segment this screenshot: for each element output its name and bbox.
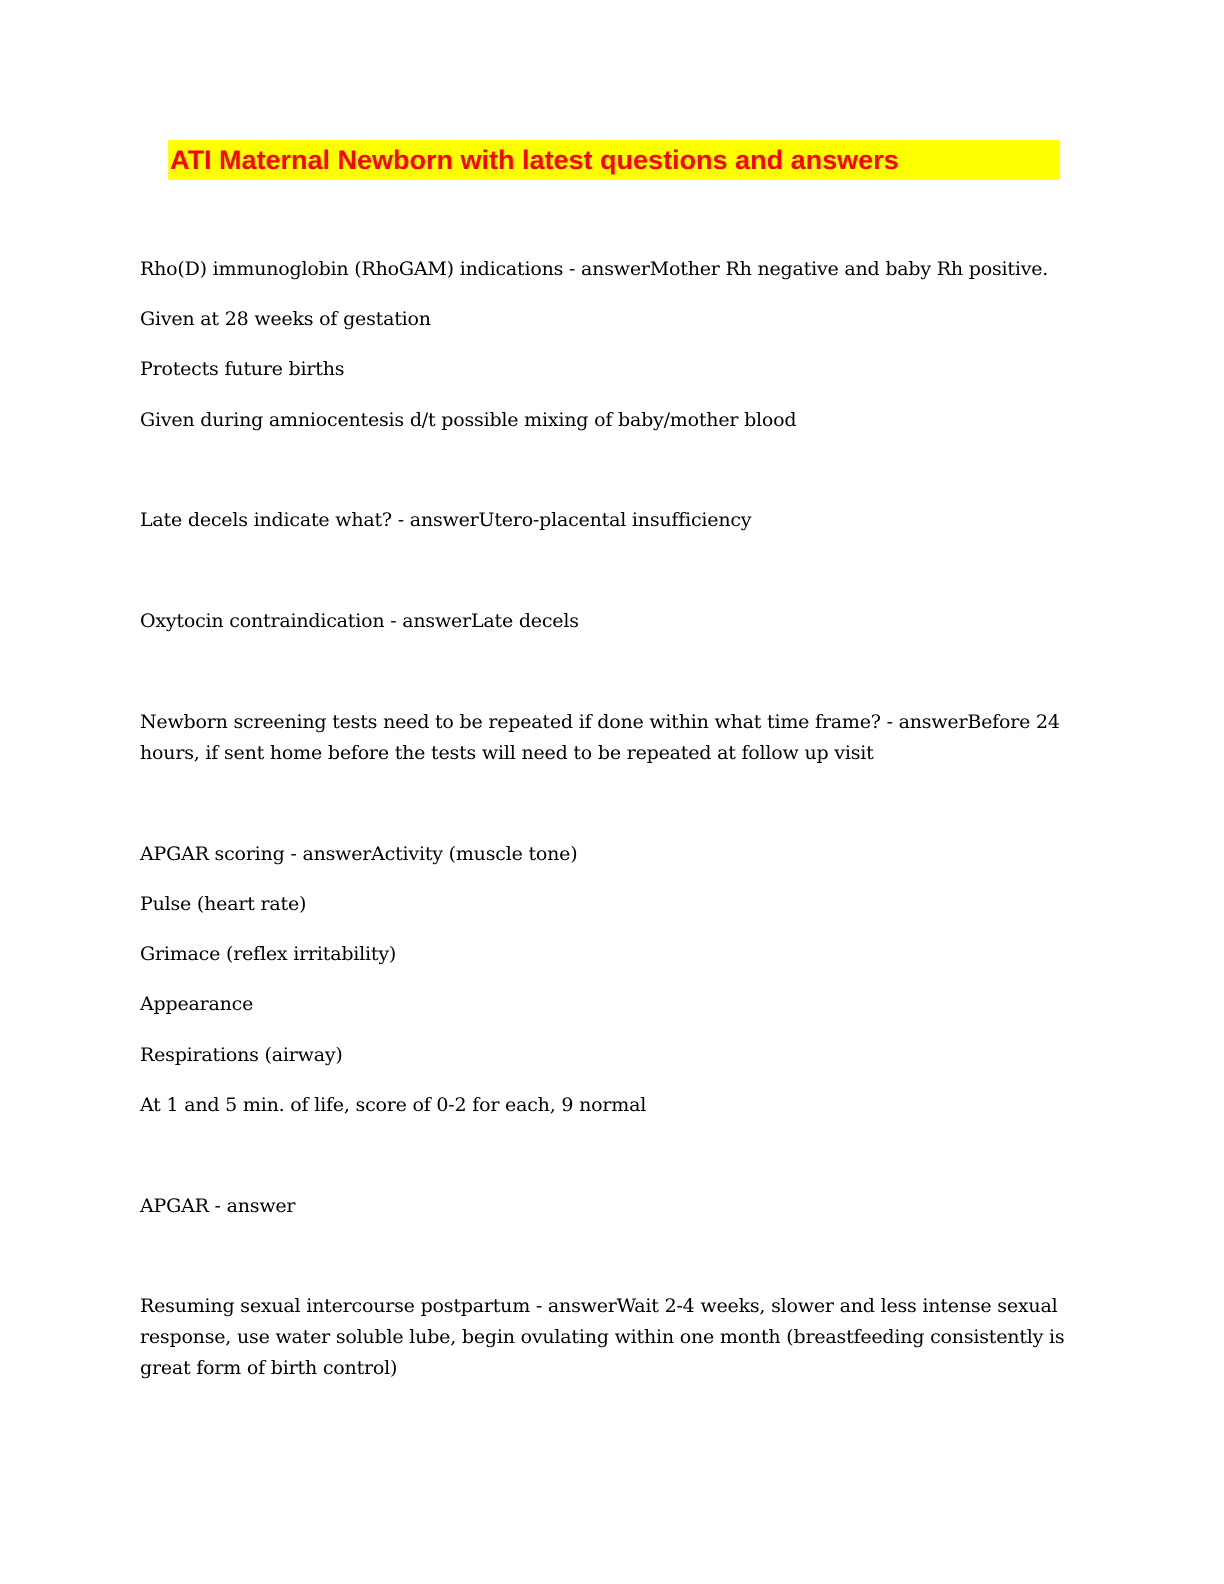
newborn-screening-question-line-1: Newborn screening tests need to be repeated if done within what time frame? - answerBefore 24 xyxy=(140,711,1060,733)
apgar-detail-scoring: At 1 and 5 min. of life, score of 0-2 for each, 9 normal xyxy=(140,1094,647,1116)
apgar-detail-respirations: Respirations (airway) xyxy=(140,1044,343,1066)
apgar-question: APGAR - answer xyxy=(140,1195,296,1217)
oxytocin-question: Oxytocin contraindication - answerLate decels xyxy=(140,610,579,632)
apgar-detail-grimace: Grimace (reflex irritability) xyxy=(140,943,397,965)
postpartum-intercourse-line-3: great form of birth control) xyxy=(140,1357,398,1379)
page-title: ATI Maternal Newborn with latest questions and answers xyxy=(168,140,1059,180)
apgar-scoring-question: APGAR scoring - answerActivity (muscle tone) xyxy=(140,843,578,865)
postpartum-intercourse-line-1: Resuming sexual intercourse postpartum - answerWait 2-4 weeks, slower and less intense sexual xyxy=(140,1295,1058,1317)
rhogam-question: Rho(D) immunoglobin (RhoGAM) indications - answerMother Rh negative and baby Rh positive. xyxy=(140,258,1049,280)
postpartum-intercourse-line-2: response, use water soluble lube, begin ovulating within one month (breastfeeding consistently is xyxy=(140,1326,1065,1348)
rhogam-detail-amniocentesis: Given during amniocentesis d/t possible mixing of baby/mother blood xyxy=(140,409,797,431)
rhogam-detail-gestation: Given at 28 weeks of gestation xyxy=(140,308,431,330)
apgar-detail-appearance: Appearance xyxy=(140,993,254,1015)
late-decels-question: Late decels indicate what? - answerUtero-placental insufficiency xyxy=(140,509,752,531)
newborn-screening-question-line-2: hours, if sent home before the tests will need to be repeated at follow up visit xyxy=(140,742,874,764)
rhogam-detail-future-births: Protects future births xyxy=(140,358,345,380)
apgar-detail-pulse: Pulse (heart rate) xyxy=(140,893,307,915)
